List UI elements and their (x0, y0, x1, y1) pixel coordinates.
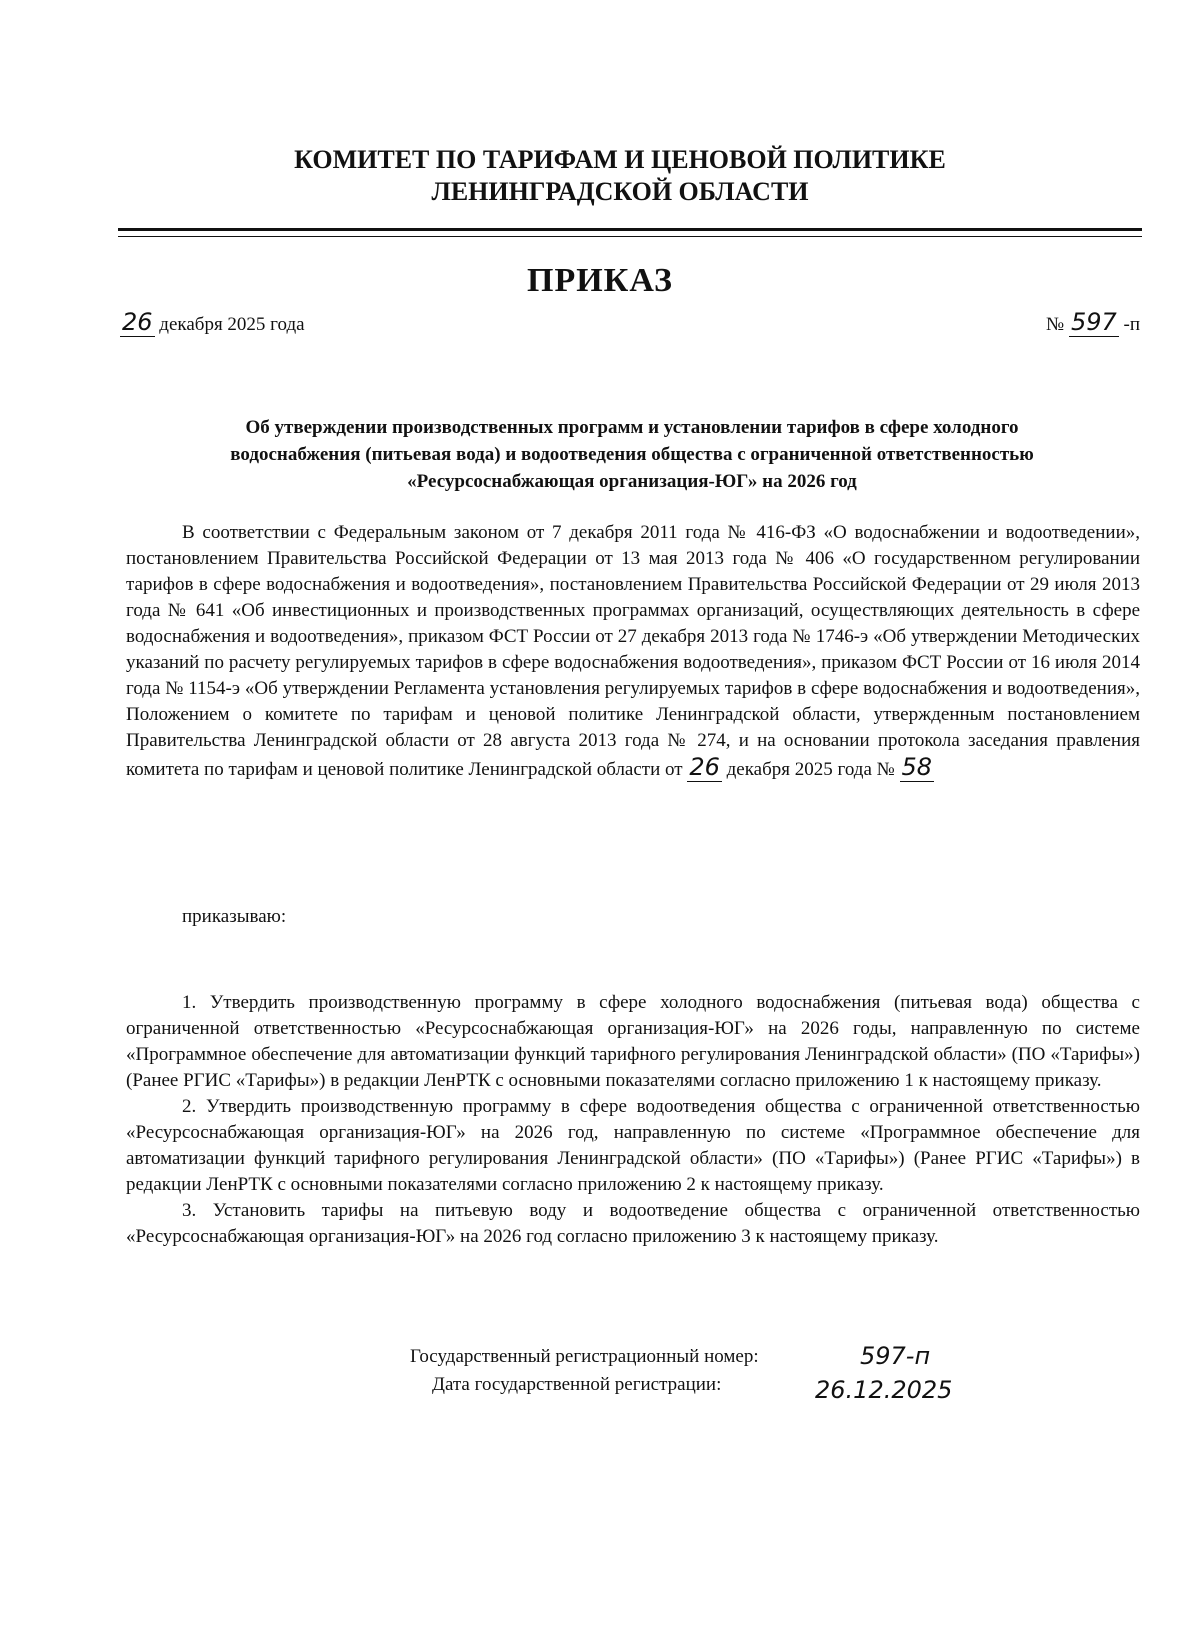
authority-line-2: ЛЕНИНГРАДСКОЙ ОБЛАСТИ (431, 177, 809, 206)
order-subject (120, 414, 1144, 495)
handwritten-number: 597 (1070, 308, 1117, 336)
order-date (120, 308, 305, 336)
order-word: приказываю: (182, 906, 287, 927)
document-type: ПРИКАЗ (527, 262, 673, 299)
registration-date-value: 26.12.2025 (815, 1376, 953, 1404)
issuing-authority (120, 144, 1120, 208)
number-suffix: -п (1118, 314, 1140, 335)
order-item-3: 3. Установить тарифы на питьевую воду и водоотведение общества с ограниченной ответственностью «Ресурсоснабжающая организация-ЮГ» на 2026 год согласно приложению 3 к настоящему приказу. (126, 1200, 1140, 1247)
handwritten-protocol-number: 58 (901, 753, 933, 781)
header-rule-thin (118, 236, 1142, 237)
order-number (1046, 308, 1140, 336)
date-text: декабря 2025 года (154, 314, 305, 335)
registration-number-value: 597-п (860, 1342, 931, 1370)
order-item-2: 2. Утвердить производственную программу в сфере водоотведения общества с ограниченной ответственностью «Ресурсоснабжающая организация-ЮГ» на 2026 год, направленную по системе «Программное обеспечение для автоматизации функций тарифного регулирования Ленинградской области» (ПО «Тарифы») (Ранее РГИС «Тарифы») в редакции ЛенРТК с основными показателями согласно приложению 2 к настоящему приказу. (126, 1096, 1140, 1195)
number-prefix: № (1046, 314, 1069, 335)
handwritten-day: 26 (122, 308, 153, 336)
preamble-paragraph (126, 520, 1140, 783)
header-rule-thick (118, 228, 1142, 231)
subject-line-1: Об утверждении производственных программ и установлении тарифов в сфере холодного (245, 417, 1019, 438)
handwritten-protocol-day: 26 (689, 753, 720, 781)
order-items (126, 990, 1140, 1250)
subject-line-3: «Ресурсоснабжающая организация-ЮГ» на 2026 год (407, 471, 857, 492)
preamble-text: В соответствии с Федеральным законом от 7 декабря 2011 года № 416-ФЗ «О водоснабжении и водоотведении», постановлением Правительства Российской Федерации от 13 мая 2013 года № 406 «О государственном регулировании тарифов в сфере водоснабжения и водоотведения», постановлением Правительства Российской Федерации от 29 июля 2013 года № 641 «Об инвестиционных и производственных программах организаций, осуществляющих деятельность в сфере водоснабжения и водоотведения», приказом ФСТ России от 27 декабря 2013 года № 1746-э «Об утверждении Методических указаний по расчету регулируемых тарифов в сфере водоснабжения водоотведения», приказом ФСТ России от 16 июля 2014 года № 1154-э «Об утверждении Регламента установления регулируемых тарифов в сфере водоснабжения и водоотведения», Положением о комитете по тарифам и ценовой политике Ленинградской области, утвержденным постановлением Правительства Ленинградской области от 28 августа 2013 года № 274, и на основании протокола заседания правления комитета по тарифам и ценовой политике Ленинградской области от (126, 522, 1140, 780)
order-item-1: 1. Утвердить производственную программу в сфере холодного водоснабжения (питьевая вода) общества с ограниченной ответственностью «Ресурсоснабжающая организация-ЮГ» на 2026 годы, направленную по системе «Программное обеспечение для автоматизации функций тарифного регулирования Ленинградской области» (ПО «Тарифы») (Ранее РГИС «Тарифы») в редакции ЛенРТК с основными показателями согласно приложению 1 к настоящему приказу. (126, 992, 1140, 1091)
registration-number-label: Государственный регистрационный номер: (410, 1346, 759, 1367)
protocol-date-text: декабря 2025 года № (721, 759, 900, 780)
registration-date-label: Дата государственной регистрации: (432, 1374, 722, 1395)
subject-line-2: водоснабжения (питьевая вода) и водоотведения общества с ограниченной ответственностью (230, 444, 1034, 465)
authority-line-1: КОМИТЕТ ПО ТАРИФАМ И ЦЕНОВОЙ ПОЛИТИКЕ (294, 145, 946, 174)
